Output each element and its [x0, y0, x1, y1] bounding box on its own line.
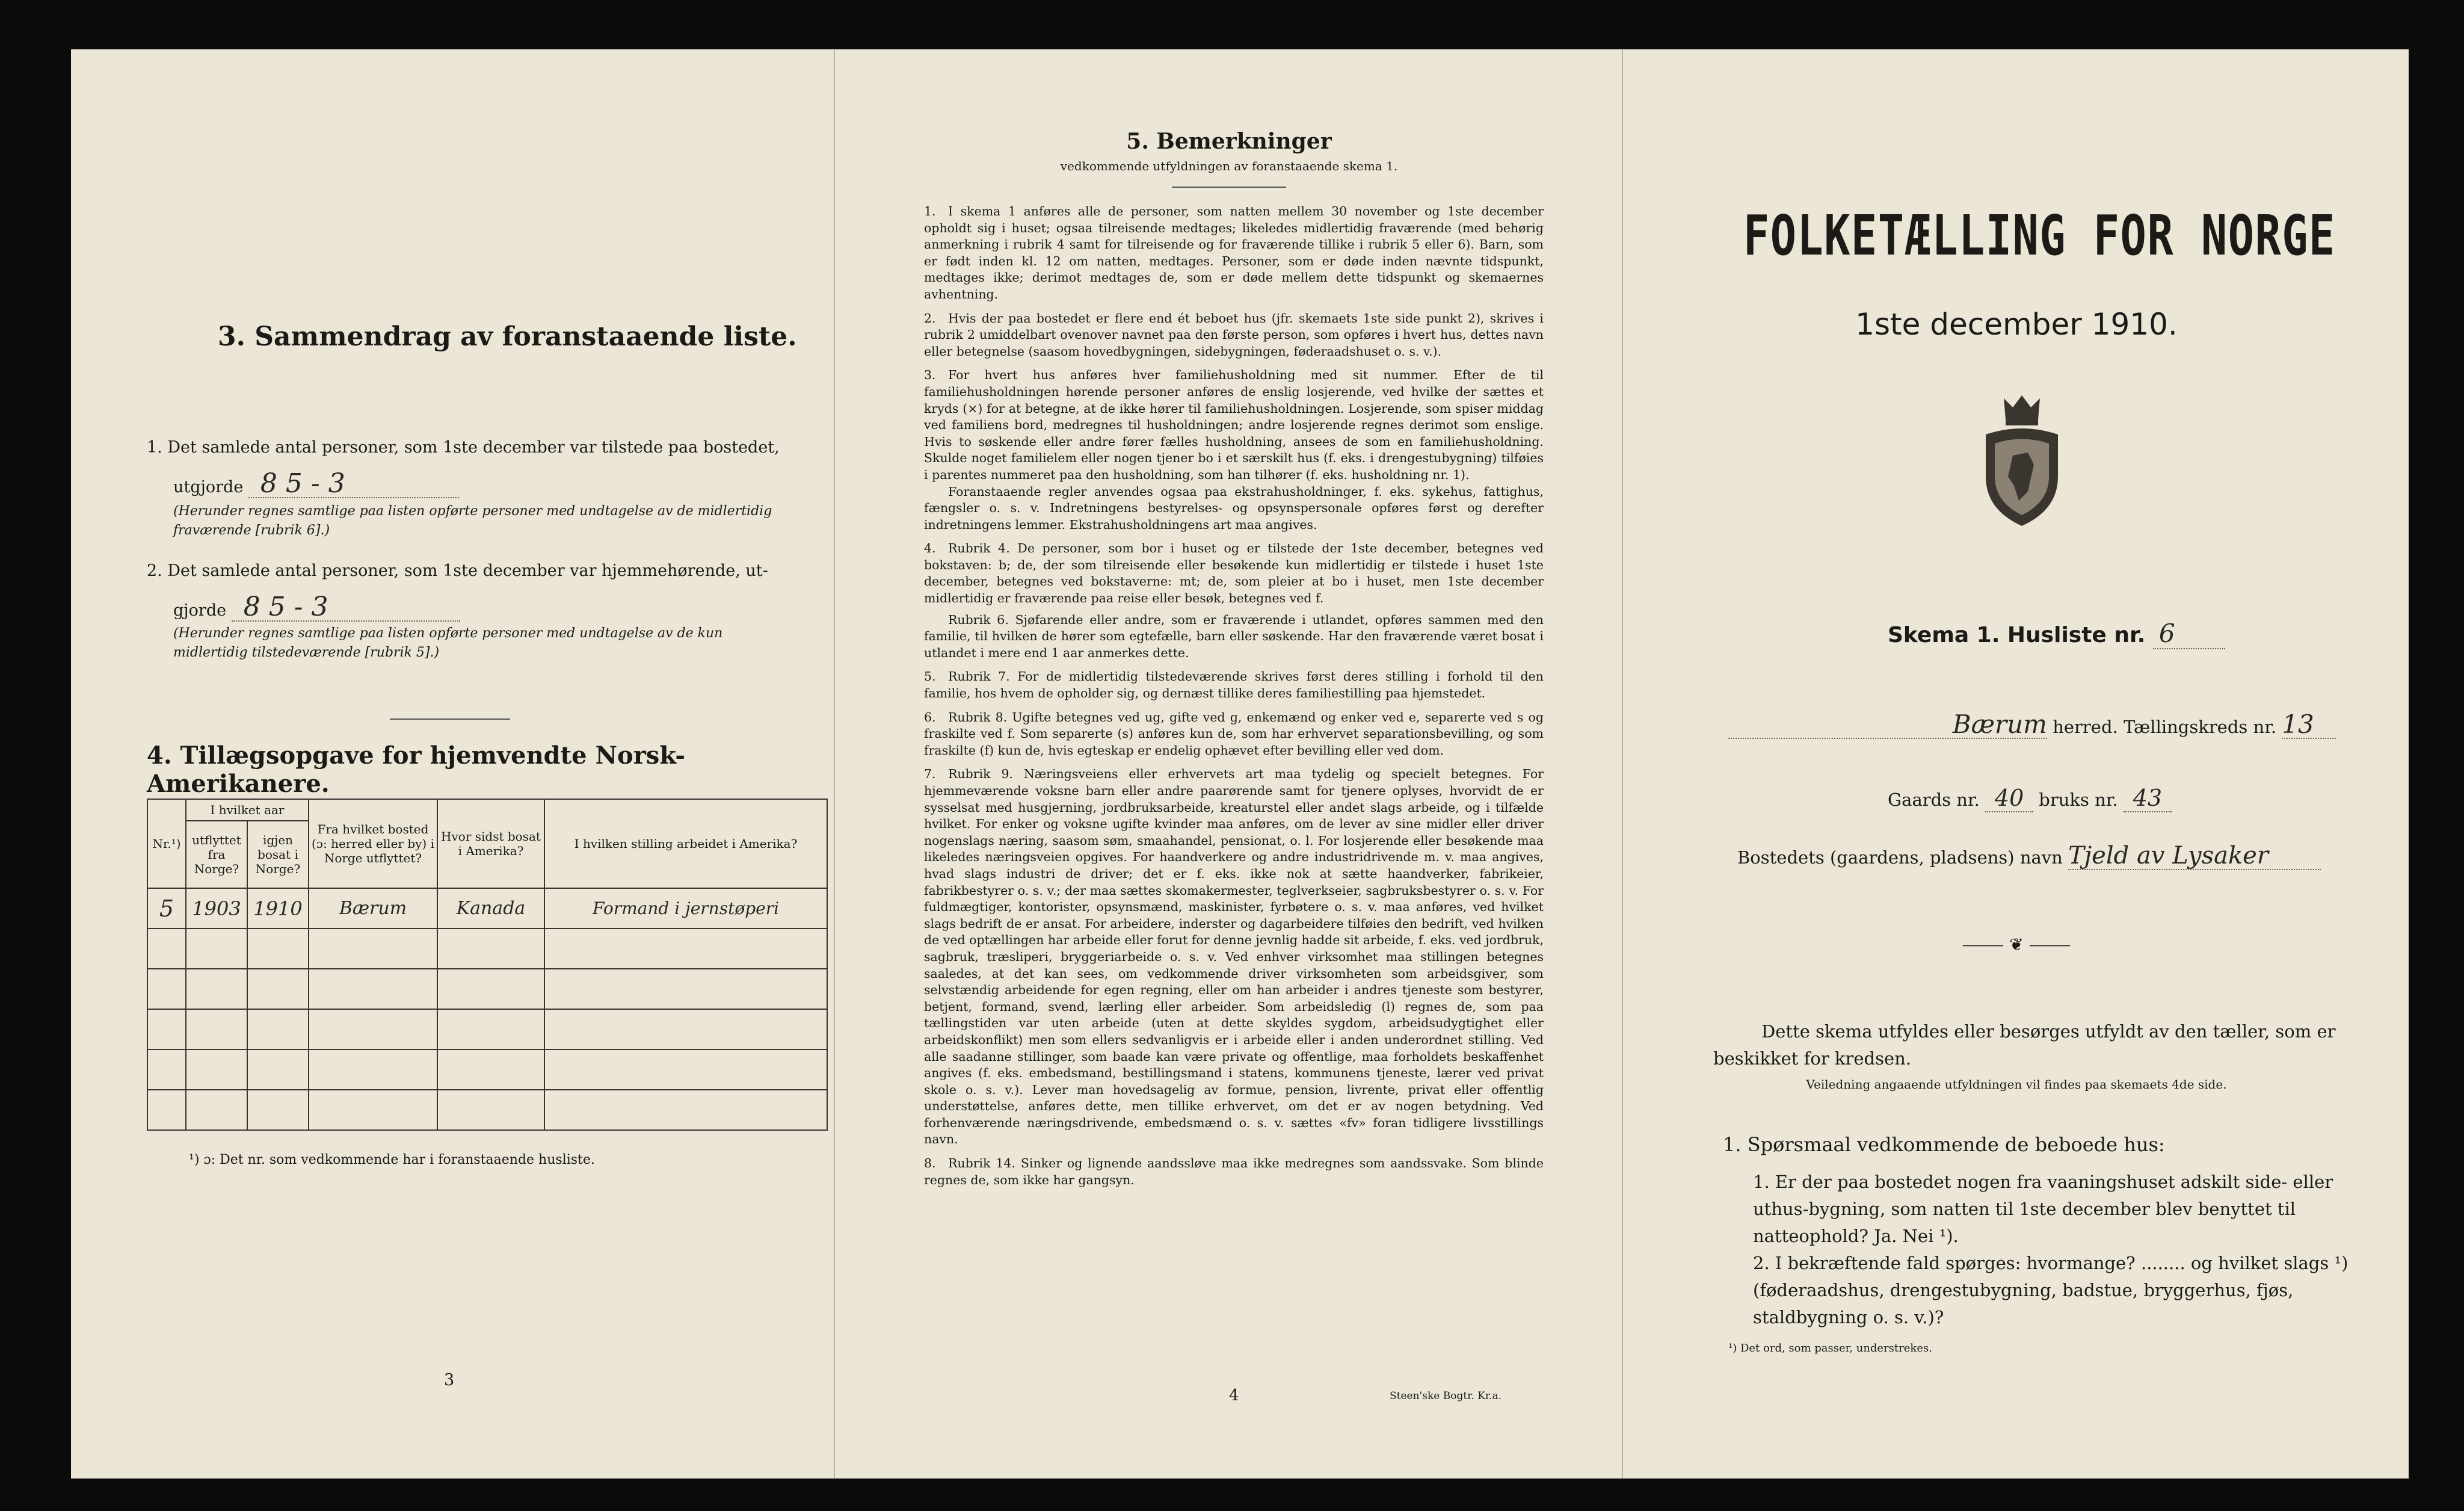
col-from-place: Fra hvilket bosted (ɔ: herred eller by) i Norge utflyttet? — [309, 799, 437, 888]
col-emigrated: utflyttet fra Norge? — [186, 821, 247, 888]
question-1: 1. Er der paa bostedet nogen fra vaaningshuset adskilt side- eller uthus-bygning, som natten til 1ste december blev benyttet til natteophold? Ja. Nei ¹). — [1753, 1172, 2333, 1246]
coat-of-arms-icon — [1971, 386, 2073, 531]
item1-text: 1. Det samlede antal personer, som 1ste december var tilstede paa bostedet, — [147, 438, 780, 457]
list-item: 7. Rubrik 9. Næringsveiens eller erhvervets art maa tydelig og specielt betegnes. For hjemmeværende voksne barn eller andre paarørende samt for tjenere oplyses, hvorvidt de er sysselsat med husgjerning, jordbruksarbeide, kreaturstel eller andet slags arbeide, og i tilfælde hvilket. For enker og voksne ugifte kvinder maa anføres, om de lever av sine midler eller driver nogenslags næring, saasom søm, smaahandel, pensionat, o. l. For losjerende eller besøkende maa likeledes næringsveien opgives. For haandverkere og andre industridrivende m. v. maa angives, hvad slags industri de driver; det er f. eks. ikke nok at sætte haandverker, fabrikeier, fabrikbestyrer o. s. v.; der maa sættes skomakermester, teglverkseier, sagbruksbestyrer o. s. v. For fuldmægtiger, kontorister, opsynsmænd, maskinister, fyrbøtere o. s. v. maa anføres, ved hvilket slags bedrift de er ansat. For arbeidere, inderster og dagarbeidere tilføies den bedrift, ved hvilken de ved optællingen har arbeide eller forut for denne jevnlig hadde sit arbeide, f. eks. ved jordbruk, sagbruk, træsliperi, bryggeriarbeide o. s. v. Ved enhver virksomhet maa stillingen betegnes saaledes, at det kan sees, om vedkommende driver virksomheten som arbeidsgiver, som selvstændig arbeidende for egen regning, eller om han arbeider i andres tjeneste som bestyrer, betjent, formand, svend, lærling eller arbeider. Som arbeidsledig (l) regnes de, som paa tællingstiden var uten arbeide (uten at dette skyldes sygdom, arbeidsudygtighet eller arbeidskonflikt) men som ellers sedvanligvis er i arbeide eller i anden underordnet stilling. Ved alle saadanne stillinger, som baade kan være private og offentlige, maa forholdets beskaffenhet angives (f. eks. embedsmand, bestillingsmand i statens, kommunens tjeneste, lærer ved privat skole o. s. v.). Lever man hovedsagelig av formue, pension, livrente, privat eller offentlig understøttelse, anføres dette, men tillike erhvervet, om det er av nogen betydning. Ved forhenværende næringsdrivende, embedsmænd o. s. v. sættes «fv» foran tidligere livsstillings navn. — [924, 767, 1544, 1147]
question-heading: 1. Spørsmaal vedkommende de beboede hus: — [1723, 1133, 2165, 1156]
herred-line — [1728, 711, 2384, 741]
item2-text: 2. Det samlede antal personer, som 1ste december var hjemmehørende, ut- — [147, 561, 768, 580]
cell-position: Formand i jernstøperi — [544, 888, 827, 929]
form-title: FOLKETÆLLING FOR NORGE — [1743, 203, 2336, 268]
list-item: 1. I skema 1 anføres alle de personer, som natten mellem 30 november og 1ste december opholdt sig i huset; ogsaa tilreisende medtages; likeledes midlertidig fraværende (med behørig anmerkning i rubrik 4 samt for tilreisende og for fraværende tillike i rubrik 5 eller 6). Barn, som er født inden kl. 12 om natten, medtages. Personer, som er døde inden nævnte tidspunkt, medtages ikke; derimot medtages de, som er døde mellem dette tidspunkt og skemaernes avhentning. — [924, 204, 1544, 301]
divider — [1172, 187, 1286, 188]
info-text: Dette skema utfyldes eller besørges utfyldt av den tæller, som er beskikket for kredsen. — [1713, 1021, 2336, 1069]
printer-mark: Steen'ske Bogtr. Kr.a. — [1390, 1390, 1502, 1402]
page-right — [1622, 49, 2409, 1479]
table-footnote: ¹) ɔ: Det nr. som vedkommende har i foranstaaende husliste. — [189, 1152, 595, 1167]
item2-label: gjorde — [173, 601, 227, 620]
item2-note: (Herunder regnes samtlige paa listen opførte personer med undtagelse av de kun midlertidig tilstedeværende [rubrik 5].) — [173, 626, 723, 660]
list-item: 6. Rubrik 8. Ugifte betegnes ved ug, gifte ved g, enkemænd og enker ved e, separerte ved s og fraskilte ved f. Som separerte (s) anføres kun de, som har erhvervet separationsbevilling, og som fraskilte (f) kun de, hvis egteskap er endelig ophævet efter bevilling eller ved dom. — [924, 709, 1544, 758]
remarks-title: 5. Bemerkninger — [1126, 129, 1332, 154]
list-item: 5. Rubrik 7. For de midlertidig tilstedeværende skrives først deres stilling i forhold til den familie, hos hvem de opholder sig, og dernæst tillike deres familiestilling paa hjemstedet. — [924, 669, 1544, 701]
cell-nr: 5 — [147, 888, 186, 929]
info-note: Veiledning angaaende utfyldningen vil findes paa skemaets 4de side. — [1806, 1077, 2227, 1092]
right-footnote: ¹) Det ord, som passer, understrekes. — [1728, 1342, 1932, 1355]
table-row — [147, 1009, 827, 1049]
col-year-group: I hvilket aar — [186, 799, 309, 821]
bosted-line — [1737, 842, 2321, 871]
table-row — [147, 1090, 827, 1130]
bruks-value: 43 — [2124, 785, 2172, 812]
table-row — [147, 929, 827, 969]
item1-line — [173, 468, 459, 501]
ornament: ⸻ ❦ ⸻ — [1962, 935, 2071, 954]
list-item: Foranstaaende regler anvendes ogsaa paa ekstrahusholdninger, f. eks. sykehus, fattighus, fængsler o. s. v. Indretningens bestyrelses- og opsynspersonale opføres først og derefter indretningens lemmer. Ekstrahusholdningens art maa angives. — [924, 484, 1544, 532]
remarks-list — [924, 203, 1544, 1188]
col-position: I hvilken stilling arbeidet i Amerika? — [544, 799, 827, 888]
cell-emigrated: 1903 — [186, 888, 247, 929]
cell-returned: 1910 — [247, 888, 309, 929]
page-left — [71, 49, 834, 1479]
divider — [390, 718, 510, 720]
col-last-place: Hvor sidst bosat i Amerika? — [437, 799, 544, 888]
cell-from-place: Bærum — [309, 888, 437, 929]
gaards-label: Gaards nr. — [1888, 789, 1980, 810]
husliste-nr: 6 — [2153, 619, 2225, 649]
item2-value: 8 5 - 3 — [232, 594, 460, 622]
list-item: 4. Rubrik 4. De personer, som bor i huset og er tilstede der 1ste december, betegnes ved bokstaven: b; de, der som tilreisende eller besøkende kun midlertidig er tilstede i huset 1ste december, betegnes ved bokstaverne: mt; de, som pleier at bo i huset, men 1ste december midlertidig er fraværende paa reise eller besøk, betegnes ved f. — [924, 541, 1544, 606]
list-item: 3. For hvert hus anføres hver familiehusholdning med sit nummer. Efter de til familiehusholdningen hørende personer anføres de enslig losjerende, ved hvilke der sættes et kryds (×) for at betegne, at de ikke hører til familiehusholdningen. Losjerende, som spiser middag ved familiens bord, medregnes til husholdningen; andre losjerende regnes derimot som enslige. Hvis to søskende eller andre fører fælles husholdning, ansees de som en familiehusholdning. Skulde noget familielem eller nogen tjener bo i et særskilt hus (f. eks. i drengestubygning) tilføies i parentes nummeret paa den husholdning, som han tilhører (f. eks. husholdning nr. 1). — [924, 368, 1544, 482]
question-2: 2. I bekræftende fald spørges: hvormange? ........ og hvilket slags ¹) (føderaadshus, drengestubygning, badstue, bryggerhus, fjøs, staldbygning o. s. v.)? — [1753, 1253, 2348, 1327]
list-item: 2. Hvis der paa bostedet er flere end ét beboet hus (jfr. skemaets 1ste side punkt 2), skrives i rubrik 2 umiddelbart ovenover navnet paa den første person, som opføres i hvert hus, dettes navn eller betegnelse (saasom hovedbygningen, sidebygningen, føderaadshuset o. s. v.). — [924, 311, 1544, 359]
item1-label: utgjorde — [173, 478, 244, 496]
page-number: 3 — [444, 1371, 455, 1389]
list-item: 8. Rubrik 14. Sinker og lignende aandssløve maa ikke medregnes som aandssvake. Som blinde regnes de, som ikke har gangsyn. — [924, 1156, 1544, 1187]
gaards-line — [1888, 785, 2172, 814]
section4-title: 4. Tillægsopgave for hjemvendte Norsk-Amerikanere. — [147, 741, 686, 798]
table-row — [147, 888, 827, 929]
schema-label: Skema 1. Husliste nr. — [1888, 623, 2146, 647]
kreds-value: 13 — [2282, 711, 2336, 739]
bosted-label: Bostedets (gaardens, pladsens) navn — [1737, 847, 2063, 868]
remarks-subtitle: vedkommende utfyldningen av foranstaaende skema 1. — [1060, 159, 1398, 173]
col-returned: igjen bosat i Norge? — [247, 821, 309, 888]
item2-line — [173, 594, 460, 624]
form-date: 1ste december 1910. — [1855, 307, 2178, 342]
cell-last-place: Kanada — [437, 888, 544, 929]
item1-note: (Herunder regnes samtlige paa listen opførte personer med undtagelse av de midlertidig fraværende [rubrik 6].) — [173, 504, 772, 538]
bosted-value: Tjeld av Lysaker — [2068, 842, 2321, 870]
col-nr: Nr.¹) — [147, 799, 186, 888]
gaards-value: 40 — [1985, 785, 2033, 812]
herred-value: Bærum — [1728, 711, 2047, 739]
item1-value: 8 5 - 3 — [248, 471, 459, 498]
herred-label: herred. — [2053, 717, 2118, 737]
page-number: 4 — [1229, 1386, 1239, 1404]
kreds-label: Tællingskreds nr. — [2123, 717, 2277, 737]
page-middle — [834, 49, 1622, 1479]
table-row — [147, 969, 827, 1009]
bruks-label: bruks nr. — [2039, 789, 2118, 810]
table-row — [147, 1049, 827, 1090]
section3-title: 3. Sammendrag av foranstaaende liste. — [218, 321, 797, 352]
list-item: Rubrik 6. Sjøfarende eller andre, som er fraværende i utlandet, opføres sammen med den familie, til hvilken de hører som egtefælle, barn eller søskende. Har den fraværende været bosat i utlandet i mere end 1 aar anmerkes dette. — [924, 612, 1544, 660]
americans-table — [147, 799, 828, 1131]
schema-line — [1888, 619, 2225, 649]
